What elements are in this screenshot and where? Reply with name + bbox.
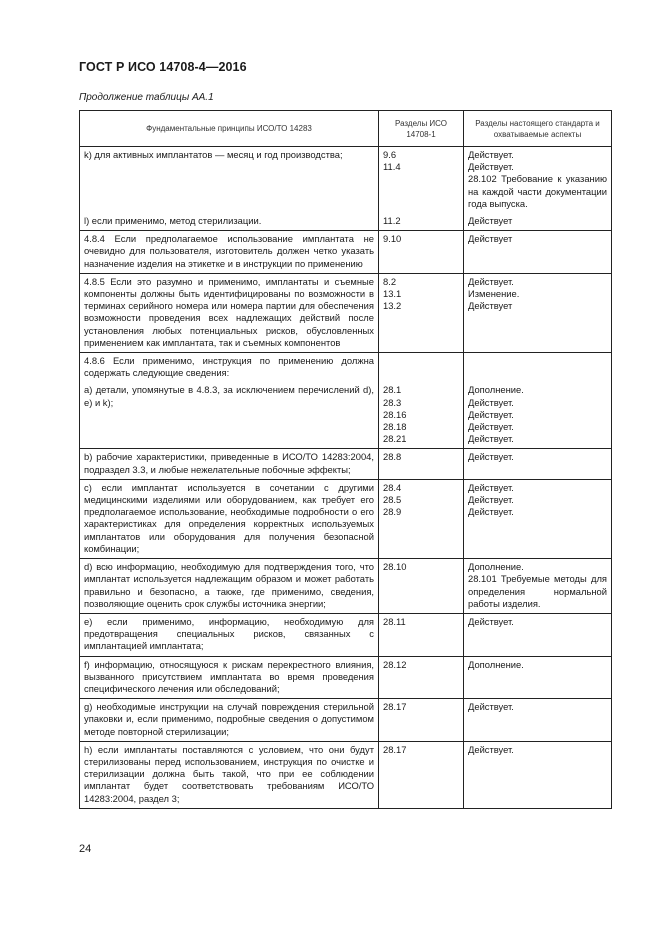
iso-section-ref: 9.10 xyxy=(383,233,402,245)
aspect-cell xyxy=(464,479,612,558)
iso-section-ref: 28.8 xyxy=(383,451,402,463)
correspondence-table xyxy=(79,110,612,809)
principle-cell: f) информацию, относящуюся к рискам перекрестного влияния, вызванного присутствием имплантата во время проведения специфического лечения или обследований; xyxy=(80,656,379,699)
aspect-entry: Действует xyxy=(468,215,513,227)
table-body xyxy=(80,147,612,809)
aspect-cell xyxy=(464,656,612,699)
aspect-entry: Дополнение. xyxy=(468,384,524,396)
aspect-entry: 28.101 Требуемые методы для определения нормальной работы изделия. xyxy=(468,573,607,609)
iso-section-ref: 28.12 xyxy=(383,658,407,670)
iso-section-cell xyxy=(379,613,464,656)
iso-section-ref: 28.4 xyxy=(383,481,402,493)
iso-section-cell xyxy=(379,147,464,214)
table-row xyxy=(80,273,612,352)
principle-cell: 4.8.4 Если предполагаемое использование имплантата не очевидно для пользователя, изготовитель должен четко указать назначение изделия на этикетке и в инструкции по применению xyxy=(80,231,379,274)
iso-section-ref: 9.6 xyxy=(383,149,397,160)
iso-section-cell xyxy=(379,382,464,449)
principle-cell: 4.8.6 Если применимо, инструкция по применению должна содержать следующие сведения: xyxy=(80,353,379,383)
principle-cell: d) всю информацию, необходимую для подтверждения того, что имплантат используется надлежащим образом и может работать правильно и безопасно, а также, где применимо, сведения, позволяющие оценить срок службы источника энергии; xyxy=(80,559,379,614)
iso-section-ref: 28.5 xyxy=(383,494,402,506)
aspect-entry: Действует. xyxy=(468,149,514,160)
table-row xyxy=(80,699,612,742)
aspect-entry: Действует xyxy=(468,300,513,312)
principle-cell: 4.8.5 Если это разумно и применимо, имплантаты и съемные компоненты должны быть идентифицированы по возможности в терминах серийного номера или номера партии для обеспечения возможности проведения всех надлежащих действий после установления любых потенциальных рисков, обусловленных применением как имплантата, так и съемных компонентов xyxy=(80,273,379,352)
principle-cell: e) если применимо, информацию, необходимую для предотвращения специальных рисков, связанных с имплантацией имплантата; xyxy=(80,613,379,656)
iso-section-ref: 28.16 xyxy=(383,408,407,420)
aspect-cell xyxy=(464,559,612,614)
table-row xyxy=(80,613,612,656)
aspect-entry: Действует xyxy=(468,233,513,245)
table-row xyxy=(80,656,612,699)
iso-section-ref: 8.2 xyxy=(383,275,397,287)
principle-cell: a) детали, упомянутые в 4.8.3, за исключением перечислений d), e) и k); xyxy=(80,382,379,449)
iso-section-ref: 28.17 xyxy=(383,743,407,755)
table-row xyxy=(80,382,612,449)
iso-section-cell xyxy=(379,449,464,479)
table-row xyxy=(80,147,612,214)
iso-section-ref: 13.1 xyxy=(383,288,402,300)
iso-section-ref: 28.11 xyxy=(383,615,406,627)
page-number: 24 xyxy=(79,843,92,855)
aspect-cell xyxy=(464,741,612,808)
column-header-iso-sections: Разделы ИСО 14708-1 xyxy=(379,111,464,147)
iso-section-cell xyxy=(379,231,464,274)
table-row xyxy=(80,479,612,558)
aspect-cell xyxy=(464,699,612,742)
aspect-entry: Действует. xyxy=(468,743,514,755)
table-row xyxy=(80,559,612,614)
aspect-entry: Действует. xyxy=(468,481,514,493)
table-row xyxy=(80,213,612,231)
principle-cell: b) рабочие характеристики, приведенные в ИСО/ТО 14283:2004, подраздел 3.3, и любые нежелательные побочные эффекты; xyxy=(80,449,379,479)
aspect-entry: Действует. xyxy=(468,494,514,506)
iso-section-ref: 28.9 xyxy=(383,506,402,518)
iso-section-cell xyxy=(379,273,464,352)
aspect-entry: Действует. xyxy=(468,275,514,287)
principle-cell: k) для активных имплантатов — месяц и год производства; xyxy=(80,147,379,214)
iso-section-ref: 28.18 xyxy=(383,421,407,433)
aspect-cell xyxy=(464,273,612,352)
principle-cell: l) если применимо, метод стерилизации. xyxy=(80,213,379,231)
aspect-entry: Действует. xyxy=(468,451,514,463)
aspect-entry: Действует. xyxy=(468,701,514,713)
column-header-standard-sections: Разделы настоящего стандарта и охватываемые аспекты xyxy=(464,111,612,147)
aspect-entry: Дополнение. xyxy=(468,658,524,670)
iso-section-cell xyxy=(379,741,464,808)
aspect-cell xyxy=(464,213,612,231)
iso-section-ref: 28.10 xyxy=(383,561,407,573)
aspect-cell xyxy=(464,613,612,656)
iso-section-ref: 28.21 xyxy=(383,433,407,445)
table-row xyxy=(80,231,612,274)
iso-section-cell xyxy=(379,656,464,699)
table-row xyxy=(80,353,612,383)
aspect-entry: Действует. xyxy=(468,433,514,445)
iso-section-cell xyxy=(379,213,464,231)
iso-section-cell xyxy=(379,353,464,383)
iso-section-ref: 11.4 xyxy=(383,161,401,173)
principle-cell: c) если имплантат используется в сочетании с другими медицинскими изделиями или оборудованием, как требует его предполагаемое использование, необходимые подробности о его характеристиках для определения корректных используемых имплантатов или оборудования для получения безопасной комбинации; xyxy=(80,479,379,558)
aspect-entry: Дополнение. xyxy=(468,561,524,573)
iso-section-ref: 28.1 xyxy=(383,384,402,396)
iso-section-ref: 13.2 xyxy=(383,300,402,312)
aspect-entry: 28.102 Требование к указанию на каждой части документации года выпуска. xyxy=(468,173,607,209)
aspect-cell xyxy=(464,147,612,214)
iso-section-ref: 28.3 xyxy=(383,396,402,408)
principle-cell: h) если имплантаты поставляются с условием, что они будут стерилизованы перед использованием, инструкция по очистке и стерилизации должна быть такой, что при ее соблюдении имплантат будет соответствовать требованиям ИСО/ТО 14283:2004, раздел 3; xyxy=(80,741,379,808)
aspect-entry: Действует. xyxy=(468,506,514,518)
table-row xyxy=(80,741,612,808)
aspect-entry: Действует. xyxy=(468,408,514,420)
table-caption: Продолжение таблицы АА.1 xyxy=(79,92,214,103)
aspect-entry: Изменение. xyxy=(468,288,520,300)
aspect-entry: Действует. xyxy=(468,161,514,173)
principle-cell: g) необходимые инструкции на случай повреждения стерильной упаковки и, если применимо, подробные сведения о допустимом методе повторной стерилизации; xyxy=(80,699,379,742)
column-header-principles: Фундаментальные принципы ИСО/ТО 14283 xyxy=(80,111,379,147)
aspect-cell xyxy=(464,353,612,383)
aspect-entry: Действует. xyxy=(468,396,514,408)
aspect-entry: Действует. xyxy=(468,421,514,433)
aspect-cell xyxy=(464,449,612,479)
aspect-cell xyxy=(464,382,612,449)
document-title: ГОСТ Р ИСО 14708-4—2016 xyxy=(79,60,247,74)
iso-section-cell xyxy=(379,559,464,614)
iso-section-cell xyxy=(379,479,464,558)
aspect-entry: Действует. xyxy=(468,615,514,627)
iso-section-ref: 11.2 xyxy=(383,215,401,227)
aspect-cell xyxy=(464,231,612,274)
table-row xyxy=(80,449,612,479)
iso-section-ref: 28.17 xyxy=(383,701,407,713)
iso-section-cell xyxy=(379,699,464,742)
